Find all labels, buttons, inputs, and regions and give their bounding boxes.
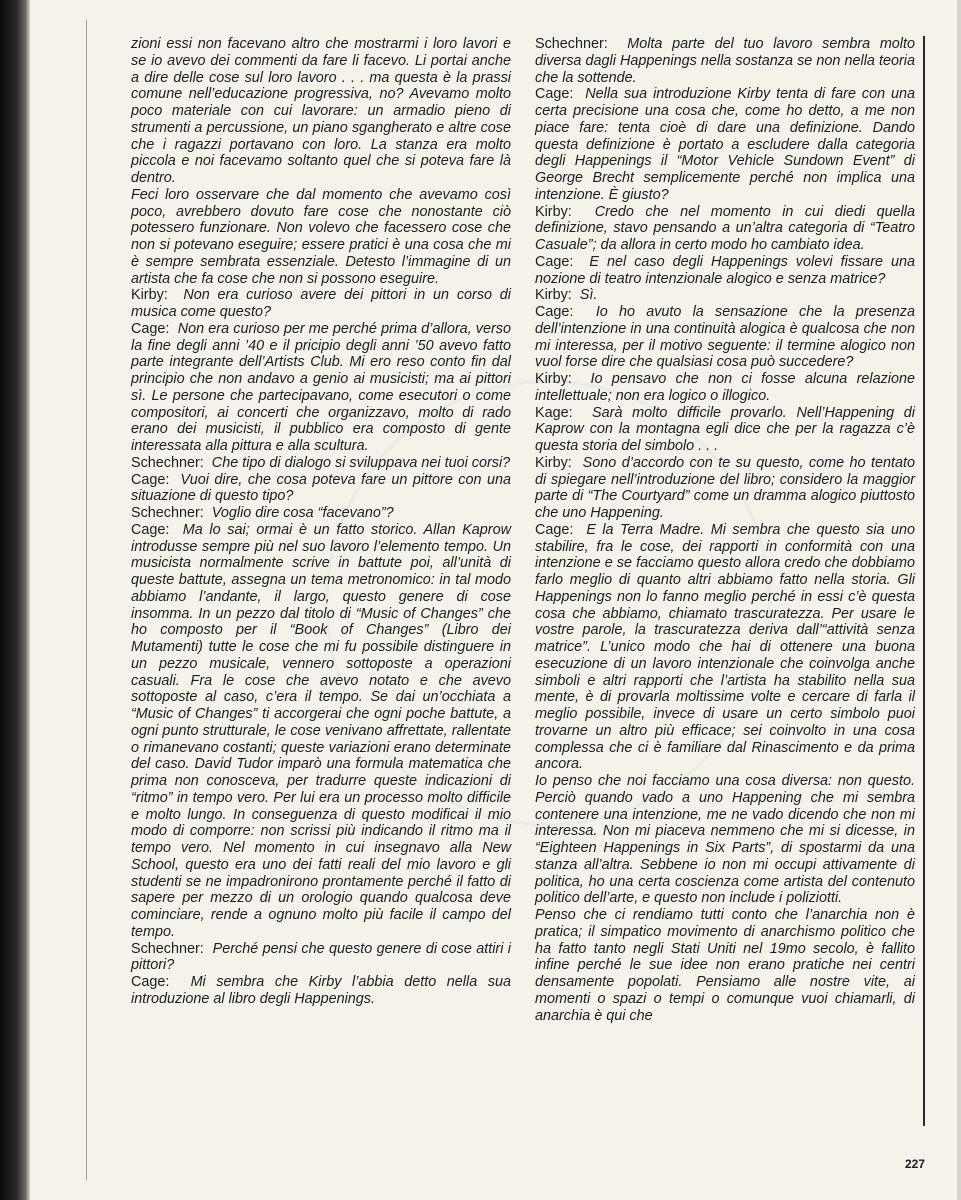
paragraph-text: Molta parte del tuo lavoro sembra molto diversa dagli Happenings nella sostanza se non nella teoria che la sottende. <box>535 36 916 86</box>
speaker-label: Cage: <box>535 253 574 270</box>
paragraph <box>535 254 915 288</box>
paragraph-text: Mi sembra che Kirby l’abbia detto nella sua introduzione al libro degli Happenings. <box>131 974 511 1007</box>
speaker-label: Kirby: <box>535 371 572 387</box>
paragraph-text: Sì. <box>579 287 598 304</box>
paragraph <box>535 86 915 203</box>
paragraph <box>535 204 915 254</box>
speaker-label: Cage: <box>131 320 170 337</box>
speaker-label: Kirby: <box>131 287 168 304</box>
paragraph-text: Voglio dire cosa “facevano”? <box>211 505 394 521</box>
paragraph <box>131 941 511 975</box>
paragraph-text: Non era curioso avere dei pittori in un corso di musica come questo? <box>131 287 512 320</box>
right-text-column <box>535 36 915 1024</box>
paragraph <box>535 455 915 522</box>
paragraph <box>131 974 511 1008</box>
speaker-label: Cage: <box>535 86 574 103</box>
speaker-label: Schechner: <box>535 36 608 52</box>
speaker-label: Kirby: <box>535 203 572 220</box>
speaker-label: Cage: <box>131 521 170 538</box>
paragraph-text: Perché pensi che questo genere di cose attiri i pittori? <box>131 940 512 974</box>
paragraph <box>131 522 511 941</box>
paragraph <box>535 371 915 405</box>
paragraph-text: Nella sua introduzione Kirby tenta di fare con una certa precisione una cosa che, come ho detto, a me non piace fare: tenta cioè di dare una definizione. Dando questa definizione è portato a escludere dalla categoria degli Happenings il “Motor Vehicle Sundown Event” di George Brecht semplicemente perché non implica una intenzione. È giusto? <box>535 86 916 203</box>
speaker-label: Cage: <box>535 304 574 320</box>
paragraph-text: Feci loro osservare che dal momento che avevamo così poco, avrebbero dovuto fare cose che nonostante ciò potessero funzionare. Non volevo che facessero cose che non si potevano eseguire; essere pratici è una cosa che mi è sempre sembrata essenziale. Detesto l’immagine di un artista che fa cose che non si possono eseguire. <box>131 186 511 287</box>
paragraph-text: Sarà molto difficile provarlo. Nell’Happening di Kaprow con la montagna egli dice che per la ragazza c’è questa storia del simbolo . . . <box>535 404 915 454</box>
paragraph <box>131 321 511 455</box>
paragraph-text: Non era curioso per me perché prima d’allora, verso la fine degli anni ’40 e il pricipio degli anni ’50 avevo fatto parte integrante dell’Artists Club. Mi ero reso conto fin dal principio che non andavo a genio ai musicisti; ma ai pittori sì. Le persone che partecipavano, come esecutori o come compositori, ai concerti che organizzavo, molto di rado erano dei musicisti, il pubblico era composto di gente interessata alla pittura e alla scultura. <box>131 320 511 454</box>
speaker-label: Kirby: <box>535 287 572 304</box>
speaker-label: Kirby: <box>535 454 572 471</box>
speaker-label: Cage: <box>131 974 170 990</box>
paragraph <box>131 36 511 187</box>
column-rule <box>923 36 925 1126</box>
paragraph-text: Ma lo sai; ormai è un fatto storico. Allan Kaprow introdusse sempre più nel suo lavoro l’elemento tempo. Un musicista normalmente scrive in battute poi, all’unità di queste battute, assegna un tema metronomico: in tal modo abbiamo l’andante, il largo, questo genere di cose insomma. In un pezzo dal titolo di “Music of Changes” che ho composto per il “Book of Changes” (Libro dei Mutamenti) tutte le cose che mi fu possibile distinguere in un pezzo musicale, vennero sottoposte a operazioni casuali. Fra le cose che avevo notato e che avevo sottoposte al caso, c’era il tempo. Se dai un’occhiata a “Music of Changes” ti accorgerai che ogni poche battute, a ogni punto strutturale, le cose venivano affrettate, rallentate o rimanevano costanti; queste variazioni erano determinate del caso. David Tudor imparò una formula matematica che prima non conosceva, per tradurre queste indicazioni di “ritmo” in tempo vero. Per lui era un processo molto difficile e molto lungo. In conseguenza di questo modificai il mio modo di comporre: non scrissi più indicando il ritmo ma il tempo vero. Nel momento in cui insegnavo alla New School, questo era uno dei fatti reali del mio lavoro e gli studenti se ne impadronirono prontamente perché il fatto di sapere per mezzo di un orologio quando qualcosa deve cominciare, rende a ognuno molto più facile il campo del tempo. <box>131 521 511 940</box>
paragraph-text: Penso che ci rendiamo tutti conto che l’anarchia non è pratica; il simpatico movimento di anarchismo politico che ha fatto tanto negli Stati Uniti nel 19mo secolo, è fallito infine perché le sue idee non erano pratiche nei centri densamente popolati. Pensiamo alle nostre vite, ai momenti o spazi o tempi o comunque vuoi chiamarli, di anarchia è qui che <box>535 907 915 1024</box>
speaker-label: Cage: <box>535 521 574 538</box>
paragraph-text: Che tipo di dialogo si sviluppava nei tuoi corsi? <box>211 454 511 471</box>
paragraph <box>535 405 915 455</box>
speaker-label: Schechner: <box>131 940 204 957</box>
page-number: 227 <box>905 1157 926 1171</box>
paragraph <box>535 304 915 371</box>
paragraph <box>131 505 511 522</box>
paragraph <box>535 287 915 304</box>
paragraph-text: Io ho avuto la sensazione che la presenza dell’intenzione in una continuità alogica è qualcosa che non mi interessa, per il motivo seguente: il termine alogico non vuol forse dire che qualsiasi cosa può succedere? <box>535 304 916 371</box>
paragraph <box>535 36 915 86</box>
paragraph <box>131 472 511 506</box>
paragraph <box>131 287 511 321</box>
paragraph-text: Sono d’accordo con te su questo, come ho tentato di spiegare nell’introduzione del libro; considero la maggior parte di “The Courtyard” come un dramma alogico piuttosto che uno Happening. <box>535 454 915 521</box>
left-text-column <box>131 36 511 1008</box>
speaker-label: Schechner: <box>131 505 204 521</box>
paragraph-text: Vuoi dire, che cosa poteva fare un pittore con una situazione di questo tipo? <box>131 471 511 505</box>
paragraph-text: Io penso che noi facciamo una cosa diversa: non questo. Perciò quando vado a uno Happening che mi sembra contenere una intenzione, me ne vado dicendo che non mi interessa. Non mi piaceva nemmeno che mi si dicesse, in “Eighteen Happenings in Six Parts”, di spostarmi da una stanza all’altra. Sebbene io non mi occupi attivamente di politica, ho una certa coscienza come artista del contenuto politico dell’arte, e questo non include i poliziotti. <box>535 773 915 907</box>
paragraph-text: Io pensavo che non ci fosse alcuna relazione intellettuale; non era logico o illogico. <box>535 371 916 404</box>
paragraph <box>535 522 915 773</box>
speaker-label: Cage: <box>131 471 170 488</box>
paragraph-text: zioni essi non facevano altro che mostrarmi i loro lavori e se io avevo dei commenti da fare li facevo. Li portai anche a dire delle cose sul loro lavoro . . . ma questa è la prassi comune nell’educazione progressiva, no? Avevamo molto poco materiale con cui lavorare: un armadio pieno di strumenti a percussione, un piano sgangherato e altre cose che i ragazzi portavano con loro. La stanza era molto piccola e noi facevamo soltanto quel che si poteva fare là dentro. <box>131 36 511 186</box>
book-spine-shadow <box>0 0 30 1200</box>
paragraph <box>535 773 915 907</box>
paragraph <box>535 907 915 1024</box>
paragraph-text: E nel caso degli Happenings volevi fissare una nozione di teatro intenzionale alogico e senza matrice? <box>535 253 915 287</box>
paragraph <box>131 455 511 472</box>
paragraph-text: Credo che nel momento in cui diedi quella definizione, stavo pensando a un’altra categoria di “Teatro Casuale”; da allora in certo modo ho cambiato idea. <box>535 203 915 253</box>
page-edge <box>957 0 961 1200</box>
speaker-label: Kage: <box>535 404 573 421</box>
paragraph-text: E la Terra Madre. Mi sembra che questo sia uno stabilire, fra le cose, dei rapporti in conformità con una intenzione e se facciamo questo allora credo che dobbiamo farlo meglio di quanto altri abbiamo fatto nella storia. Gli Happenings non lo fanno meglio perché in essi c’è questa cosa che abbiamo, chiamato trascuratezza. Per usare le vostre parole, la trascuratezza deriva dall’“attività senza matrice”. L’unico modo che hai di ottenere una buona esecuzione di un lavoro intenzionale che coinvolga anche simboli e altri rapporti che l’artista ha stabilito nella sua mente, è di provarla moltissime volte e cercare di farla il meglio possibile, invece di usare un certo simbolo puoi trovarne un altro più efficace; sei coinvolto in una cosa complessa che ci è familiare dal Rinascimento e da prima ancora. <box>535 521 915 773</box>
paragraph <box>131 187 511 288</box>
speaker-label: Schechner: <box>131 454 204 471</box>
gutter-line <box>86 20 87 1180</box>
